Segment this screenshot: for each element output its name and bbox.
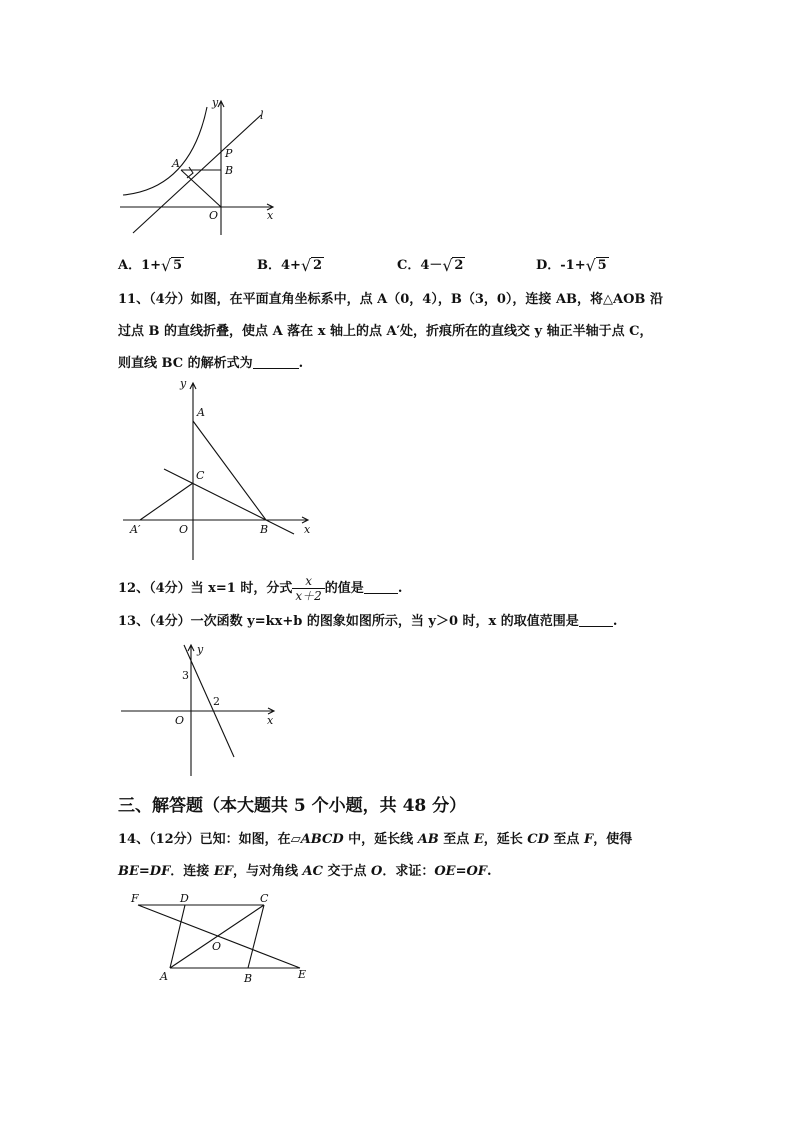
segment-AO: [181, 170, 221, 207]
label-l: l: [260, 109, 264, 122]
q12-period: .: [397, 581, 403, 596]
segment-AD: [170, 905, 185, 968]
q10-choice-a[interactable]: [118, 254, 184, 273]
q12-line: [118, 574, 402, 603]
label-A-prime: A′: [130, 523, 141, 536]
line-l: [133, 115, 261, 233]
label-y: y: [212, 96, 219, 109]
segment-EF: [138, 905, 300, 968]
label-O: O: [175, 714, 185, 727]
q10-choice-c[interactable]: [397, 254, 465, 273]
label-x: x: [267, 209, 274, 222]
q10-choice-d[interactable]: [536, 254, 609, 273]
segment-A-prime-C: [140, 483, 193, 520]
label-A: A: [197, 406, 205, 419]
fraction: [292, 574, 324, 603]
q14-text: ．求证：: [382, 864, 435, 879]
q14-oe-of: OE=OF: [434, 864, 488, 879]
q11-line-3: [118, 354, 303, 374]
q14-line-2: [118, 862, 492, 882]
label-C: C: [196, 469, 205, 482]
label-O: O: [209, 209, 219, 222]
label-B: B: [225, 164, 234, 177]
label-E: E: [298, 968, 307, 981]
q13-line: [118, 612, 617, 632]
q14-f: F: [583, 832, 594, 847]
q14-abcd: ABCD: [300, 832, 344, 847]
label-A: A: [172, 157, 180, 170]
label-x: x: [304, 523, 311, 536]
q14-ab: AB: [417, 832, 439, 847]
choice-prefix: -1+: [560, 258, 586, 273]
fraction-numerator: x: [305, 574, 312, 588]
q14-text: 交于点: [322, 864, 371, 879]
label-y: y: [180, 377, 187, 390]
sqrt-sign: [162, 258, 184, 273]
q14-text: ，延长: [483, 832, 528, 847]
label-x: x: [267, 714, 274, 727]
label-C: C: [260, 892, 269, 905]
q14-text: 至点: [548, 832, 584, 847]
q14-line-1: [118, 830, 632, 850]
radicand: 2: [454, 258, 464, 273]
choice-prefix: 4+: [281, 258, 301, 273]
q11-line-2: 过点 B 的直线折叠，使点 A 落在 x 轴上的点 A′处，折痕所在的直线交 y 轴正半轴于点 C，: [118, 324, 653, 339]
q14-text: 中，延长线: [343, 832, 418, 847]
q14-e: E: [473, 832, 484, 847]
q14-text: ，与对角线: [232, 864, 303, 879]
q11-text: 则直线 BC 的解析式为: [118, 356, 253, 371]
section-heading: 三、解答题（本大题共 5 个小题，共 48 分）: [118, 796, 467, 816]
q14-ac: AC: [302, 864, 323, 879]
label-P: P: [225, 147, 233, 160]
q12-text-mid: 的值是: [324, 581, 364, 596]
figure-q11: [118, 375, 328, 565]
q12-text: 12、（4分）当 x=1 时，分式: [118, 581, 293, 596]
label-y: y: [197, 643, 204, 656]
q11-line-1: 11、（4分）如图，在平面直角坐标系中，点 A（0，4），B（3，0），连接 AB，将△AOB 沿: [118, 292, 663, 307]
label-D: D: [180, 892, 189, 905]
q11-period: .: [298, 356, 304, 371]
choice-label: A．: [118, 258, 142, 273]
q14-text: 至点: [438, 832, 474, 847]
label-2: 2: [213, 695, 220, 708]
choice-label: C．: [397, 258, 421, 273]
radicand: 5: [173, 258, 183, 273]
sqrt-sign: [443, 258, 465, 273]
choice-prefix: 1+: [141, 258, 162, 273]
q14-ef: EF: [213, 864, 233, 879]
label-B: B: [244, 972, 253, 985]
q14-period: .: [487, 864, 492, 879]
answer-blank[interactable]: [579, 612, 613, 627]
label-F: F: [131, 892, 139, 905]
choice-label: B．: [257, 258, 281, 273]
radicand: 2: [312, 258, 322, 273]
figure-q14: [128, 888, 318, 988]
fraction-denominator: x＋2: [292, 588, 324, 603]
label-O: O: [212, 940, 222, 953]
q13-text: 13、（4分）一次函数 y=kx+b 的图象如图所示，当 y＞0 时，x 的取值范围是: [118, 614, 579, 629]
figure-q10: [115, 95, 285, 240]
choice-prefix: 4－: [420, 258, 443, 273]
figure-q13: [118, 640, 283, 780]
q14-cd: CD: [527, 832, 549, 847]
label-O: O: [179, 523, 189, 536]
answer-blank[interactable]: [364, 579, 398, 594]
q13-period: .: [612, 614, 618, 629]
q14-be-df: BE=DF: [118, 864, 171, 879]
sqrt-sign: [302, 258, 324, 273]
q14-text: ，使得: [593, 832, 633, 847]
answer-blank[interactable]: [253, 354, 299, 369]
radicand: 5: [597, 258, 607, 273]
choice-label: D．: [536, 258, 561, 273]
q14-text: ．连接: [170, 864, 214, 879]
q10-choice-b[interactable]: [257, 254, 324, 273]
sqrt-sign: [587, 258, 609, 273]
parallelogram-symbol: ▱: [290, 832, 301, 847]
q14-text: 14、（12分）已知：如图，在: [118, 832, 291, 847]
label-B: B: [260, 523, 269, 536]
label-3: 3: [182, 669, 189, 682]
label-A: A: [160, 970, 168, 983]
q14-o: O: [371, 864, 383, 879]
